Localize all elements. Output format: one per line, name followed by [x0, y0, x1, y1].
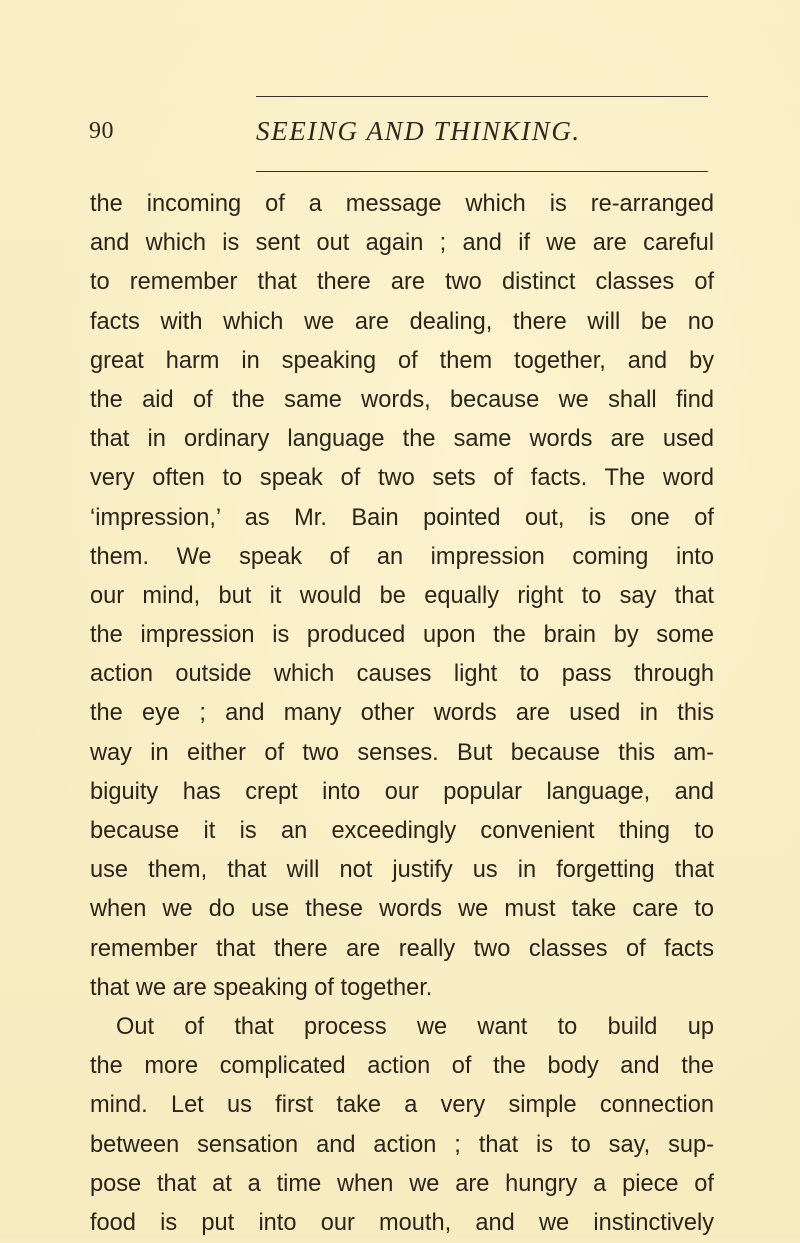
text-line: our mind, but it would be equally right to say that [90, 582, 714, 609]
paragraph-start-line: Out of that process we want to build up [116, 1013, 714, 1040]
text-line: remember that there are really two classes of facts [90, 935, 714, 962]
page-number: 90 [89, 118, 114, 144]
text-line: the impression is produced upon the brain by some [90, 622, 714, 649]
text-line: the incoming of a message which is re-arranged [90, 191, 714, 217]
text-line: that we are speaking of together. [90, 974, 433, 1001]
text-line: them. We speak of an impression coming into [90, 543, 714, 570]
text-line: mind. Let us first take a very simple connection [90, 1092, 714, 1119]
header-rule-bottom [256, 171, 708, 172]
page-header [0, 116, 800, 152]
text-line: way in either of two senses. But because this am- [90, 739, 714, 766]
text-line: use them, that will not justify us in forgetting that [90, 857, 714, 884]
text-line: that in ordinary language the same words are used [90, 426, 714, 453]
text-line: to remember that there are two distinct classes of [90, 269, 714, 296]
text-line: between sensation and action ; that is to say, sup- [90, 1131, 714, 1158]
text-line: biguity has crept into our popular language, and [90, 778, 714, 805]
text-line: action outside which causes light to pass through [90, 661, 714, 688]
header-rule-top [256, 96, 708, 97]
text-line: ‘impression,’ as Mr. Bain pointed out, is one of [90, 504, 714, 531]
text-line: food is put into our mouth, and we instinctively [90, 1209, 714, 1236]
text-line: the eye ; and many other words are used in this [90, 700, 714, 727]
text-line: because it is an exceedingly convenient thing to [90, 818, 714, 844]
text-line: the aid of the same words, because we shall find [90, 386, 714, 413]
text-line: pose that at a time when we are hungry a piece of [90, 1170, 714, 1197]
text-line: and which is sent out again ; and if we are careful [90, 230, 714, 257]
text-line: great harm in speaking of them together, and by [90, 347, 714, 374]
text-line: when we do use these words we must take care to [90, 896, 714, 923]
text-line: facts with which we are dealing, there will be no [90, 308, 714, 335]
running-head: SEEING AND THINKING. [256, 116, 581, 146]
text-line: the more complicated action of the body and the [90, 1053, 714, 1080]
text-line: very often to speak of two sets of facts. The word [90, 465, 714, 492]
body-text [90, 185, 714, 1243]
